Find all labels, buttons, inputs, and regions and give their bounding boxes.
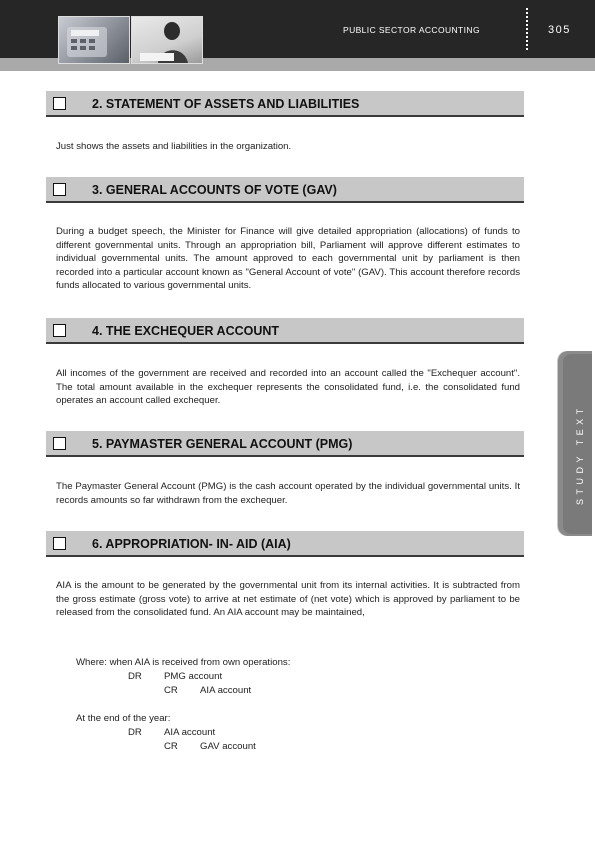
section-body: All incomes of the government are received and recorded into an account called the "Exchequer account". The total amount available in the exchequer represents the consolidated fund, i.e. the consolidated fund operates an account called exchequer. [56,368,520,407]
entry-cr-account: GAV account [200,741,256,752]
entry-dr: DR [128,727,142,738]
section-body: During a budget speech, the Minister for Finance will give detailed appropriation (allocations) of funds to different governmental units. Through an appropriation bill, Parliament will approve different estimates to individual governmental units. The amount approved to each governmental unit by parliament is then recorded into a particular account known as "General Account of vote" (GAV). This account therefore records funds allocated to various governmental units. [56,226,520,292]
section-heading-pmg [46,431,524,457]
section-title: 2. STATEMENT OF ASSETS AND LIABILITIES [92,97,360,111]
section-title: 3. GENERAL ACCOUNTS OF VOTE (GAV) [92,183,337,197]
section-heading-aia [46,531,524,557]
section-heading-gav [46,177,524,203]
entry-dr: DR [128,671,142,682]
entry-cr-account: AIA account [200,685,252,696]
section-title: 6. APPROPRIATION- IN- AID (AIA) [92,537,291,551]
entry-dr-account: PMG account [164,671,223,682]
section-body: Just shows the assets and liabilities in the organization. [56,141,292,152]
checkbox-icon [53,183,66,196]
entry-dr-account: AIA account [164,727,216,738]
checkbox-icon [53,324,66,337]
running-title: PUBLIC SECTOR ACCOUNTING [343,25,480,35]
person-writing-photo [131,16,203,64]
section-heading-statement [46,91,524,117]
entry-label-own-operations: Where: when AIA is received from own operations: [76,657,291,668]
study-text-label: STUDY TEXT [575,404,585,505]
header-divider [522,8,528,50]
section-title: 5. PAYMASTER GENERAL ACCOUNT (PMG) [92,437,353,451]
entry-cr: CR [164,685,178,696]
section-title: 4. THE EXCHEQUER ACCOUNT [92,324,280,338]
section-heading-exchequer [46,318,524,344]
checkbox-icon [53,437,66,450]
entry-cr: CR [164,741,178,752]
calculator-photo [58,16,130,64]
section-body: AIA is the amount to be generated by the governmental unit from its internal activities. It is subtracted from the gross estimate (gross vote) to arrive at net estimate of (net vote) which is approved by parliament to be released from the consolidated fund. An AIA account may be maintained, [56,580,520,619]
section-body: The Paymaster General Account (PMG) is the cash account operated by the individual governmental units. It records amounts so far withdrawn from the exchequer. [56,481,520,506]
page-number: 305 [548,24,571,36]
entry-label-year-end: At the end of the year: [76,713,171,724]
checkbox-icon [53,97,66,110]
checkbox-icon [53,537,66,550]
